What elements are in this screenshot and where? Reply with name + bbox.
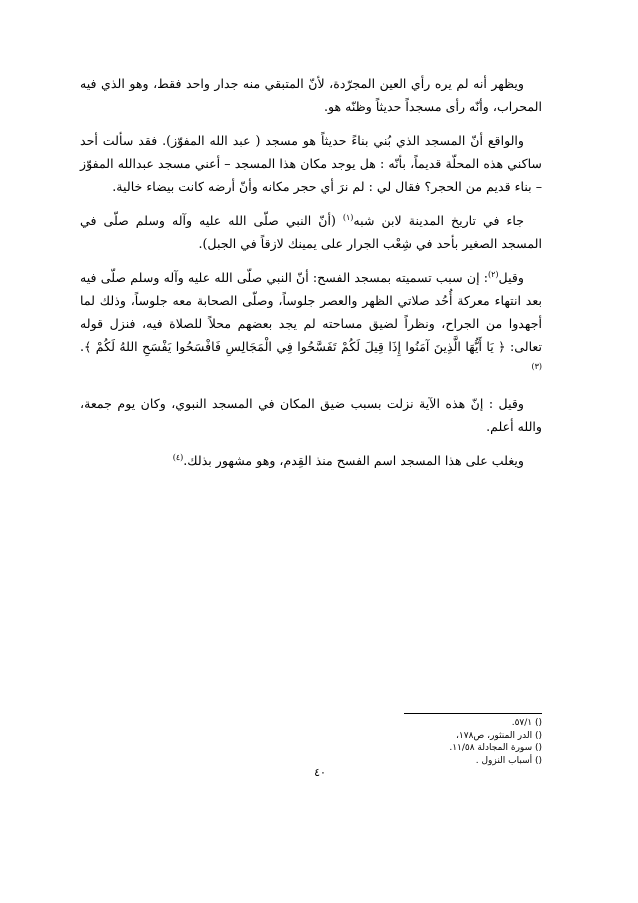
footnote-ref-2: (٢) [488, 269, 499, 279]
paragraph-4-text-a: وقيل [498, 270, 524, 285]
footnote-2: () الدر المنثور، ص١٧٨، [456, 730, 542, 741]
paragraph-6 [80, 449, 542, 472]
footnote-3: () سورة المجادلة ١١/٥٨. [449, 743, 542, 753]
footnotes [380, 717, 542, 767]
page-number: ٤٠ [314, 766, 326, 779]
paragraph-2 [80, 129, 542, 198]
main-text [80, 72, 542, 483]
paragraph-3-text-b: (أنّ النبي صلّى الله عليه وآله وسلم صلّى في المسجد الصغير بأحد في شِعْب الجرار على يمينك لازقاً في الجبل). [80, 213, 542, 251]
footnote-ref-4: (٤) [172, 452, 184, 462]
footnote-ref-1: (١) [342, 212, 354, 222]
paragraph-5 [80, 392, 542, 438]
paragraph-4 [80, 266, 542, 381]
paragraph-4-text-b: : إن سبب تسميته بمسجد الفسح: أنّ النبي صلّى الله عليه وآله وسلم صلّى فيه بعد انتهاء معركة أُحُد صلاتي الظهر والعصر جلوساً، وصلّى الصحابة معه جلوساً، وذلك لما أجهدوا من الجراح، ونظراً لضيق مساحته لم يجد بعضهم محلاً للصلاة فيه، فنزل قوله تعالى: [80, 270, 542, 354]
paragraph-5-text: وقيل : إنّ هذه الآية نزلت بسبب ضيق المكان في المسجد النبوي، وكان يوم جمعة، والله أعلم. [80, 396, 542, 434]
footnote-4: () أسباب النزول . [475, 755, 542, 766]
paragraph-3-text-a: جاء في تاريخ المدينة لابن شبه [353, 213, 524, 228]
paragraph-3 [80, 209, 542, 255]
quran-verse: ﴿ يَا أَيُّهَا الَّذِينَ آمَنُوا إِذَا قِيلَ لَكُمْ تَفَسَّحُوا فِي الْمَجَالِسِ فَافْسَحُوا يَفْسَحِ اللهُ لَكُمْ ﴾. [80, 339, 506, 354]
paragraph-6-text: ويغلب على هذا المسجد اسم الفسح منذ القِدم، وهو مشهور بذلك. [183, 453, 524, 468]
paragraph-1-text: ويظهر أنه لم يره رأي العين المجرّدة، لأنّ المتبقي منه جدار واحد فقط، وهو الذي فيه المحراب، وأنّه رأى مسجداً حديثاً وظنّه هو. [80, 76, 542, 114]
footnote-1: () ٥٧/١. [511, 718, 542, 728]
footnote-ref-3: (٣) [531, 361, 542, 371]
footnote-separator [404, 713, 542, 714]
paragraph-2-text: والواقع أنّ المسجد الذي بُني بناءً حديثاً هو مسجد ( عبد الله المفوّز). فقد سألت أحد ساكني هذه المحلّة قديماً، بأنّه : هل يوجد مكان هذا المسجد – أعني مسجد عبدالله المفوّز – بناء قديم من الحجر؟ فقال لي : لم نرَ أي حجر مكانه وأنّ أرضه كانت بيضاء خالية. [80, 133, 542, 194]
paragraph-1 [80, 72, 542, 118]
